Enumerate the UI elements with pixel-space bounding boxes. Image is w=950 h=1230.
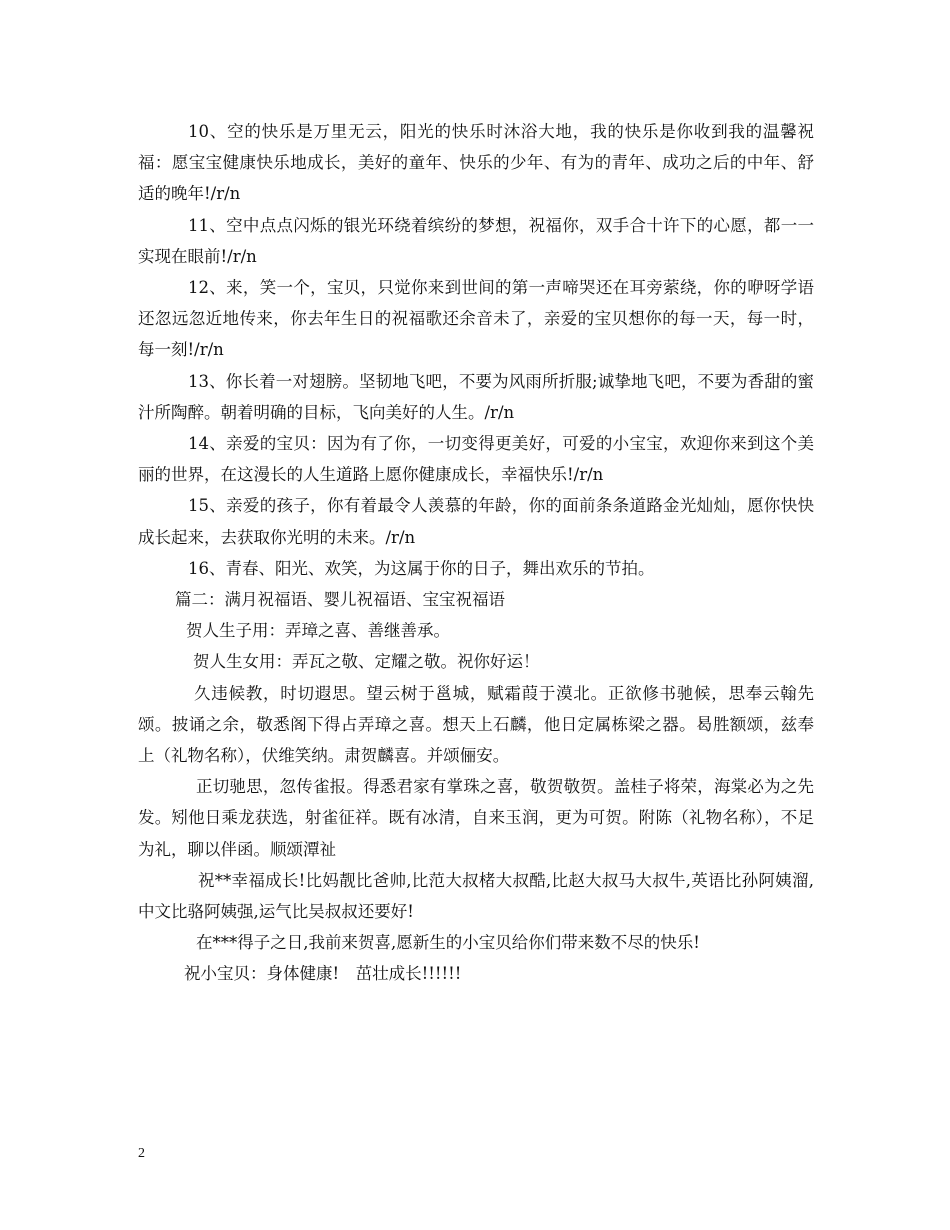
paragraph-boy-greeting: 贺人生子用：弄璋之喜、善继善承。	[186, 621, 450, 641]
paragraph-10: 10、空的快乐是万里无云，阳光的快乐时沐浴大地，我的快乐是你收到我的温馨祝福：愿宝宝健康快乐地成长，美好的童年、快乐的少年、有为的青年、成功之后的中年、舒适的晚年!/r/n	[138, 122, 814, 204]
paragraph-letter-son: 久违候教，时切遐思。望云树于邕城，赋霜葭于漠北。正欲修书驰候，思奉云翰先颂。披诵之余，敬悉阁下得占弄璋之喜。想天上石麟，他日定属栋梁之器。曷胜额颂，兹奉上（礼物名称），伏维笑纳。肃贺麟喜。并颂俪安。	[138, 683, 814, 766]
paragraph-16: 16、青春、阳光、欢笑，为这属于你的日子，舞出欢乐的节拍。	[188, 558, 655, 578]
paragraph-11: 11、空中点点闪烁的银光环绕着缤纷的梦想，祝福你，双手合十许下的心愿，都一一实现在眼前!/r/n	[138, 215, 814, 266]
paragraph-letter-daughter: 正切驰思，忽传雀报。得悉君家有掌珠之喜，敬贺敬贺。盖桂子将荣，海棠必为之先发。矧他日乘龙获选，射雀征祥。既有冰清，自来玉润，更为可贺。附陈（礼物名称），不足为礼，聊以伴函。顺颂潭祉	[138, 777, 814, 859]
paragraph-congrats: 在***得子之日,我前来贺喜,愿新生的小宝贝给你们带来数不尽的快乐!	[196, 933, 700, 953]
paragraph-14: 14、亲爱的宝贝：因为有了你，一切变得更美好，可爱的小宝宝，欢迎你来到这个美丽的世界，在这漫长的人生道路上愿你健康成长，幸福快乐!/r/n	[138, 434, 814, 485]
section-heading: 篇二：满月祝福语、婴儿祝福语、宝宝祝福语	[175, 590, 505, 610]
paragraph-wish-growth: 祝**幸福成长!比妈靓比爸帅,比范大叔楮大叔酷,比赵大叔马大叔牛,英语比孙阿姨溜,中文比骆阿姨强,运气比吴叔叔还要好!	[138, 870, 814, 922]
paragraph-girl-greeting: 贺人生女用：弄瓦之敬、定耀之敬。祝你好运！	[193, 652, 540, 672]
document-body	[138, 116, 814, 990]
paragraph-12: 12、来，笑一个，宝贝，只觉你来到世间的第一声啼哭还在耳旁萦绕，你的咿呀学语还忽远忽近地传来，你去年生日的祝福歌还余音未了，亲爱的宝贝想你的每一天，每一时，每一刻!/r/n	[138, 278, 814, 360]
page-number: 2	[138, 1146, 145, 1161]
paragraph-13: 13、你长着一对翅膀。坚韧地飞吧，不要为风雨所折服;诚挚地飞吧，不要为香甜的蜜汁所陶醉。朝着明确的目标，飞向美好的人生。/r/n	[138, 371, 814, 422]
paragraph-15: 15、亲爱的孩子，你有着最令人羡慕的年龄，你的面前条条道路金光灿灿，愿你快快成长起来，去获取你光明的未来。/r/n	[138, 496, 814, 547]
paragraph-final-wish: 祝小宝贝：身体健康! 茁壮成长!!!!!!	[184, 964, 462, 984]
